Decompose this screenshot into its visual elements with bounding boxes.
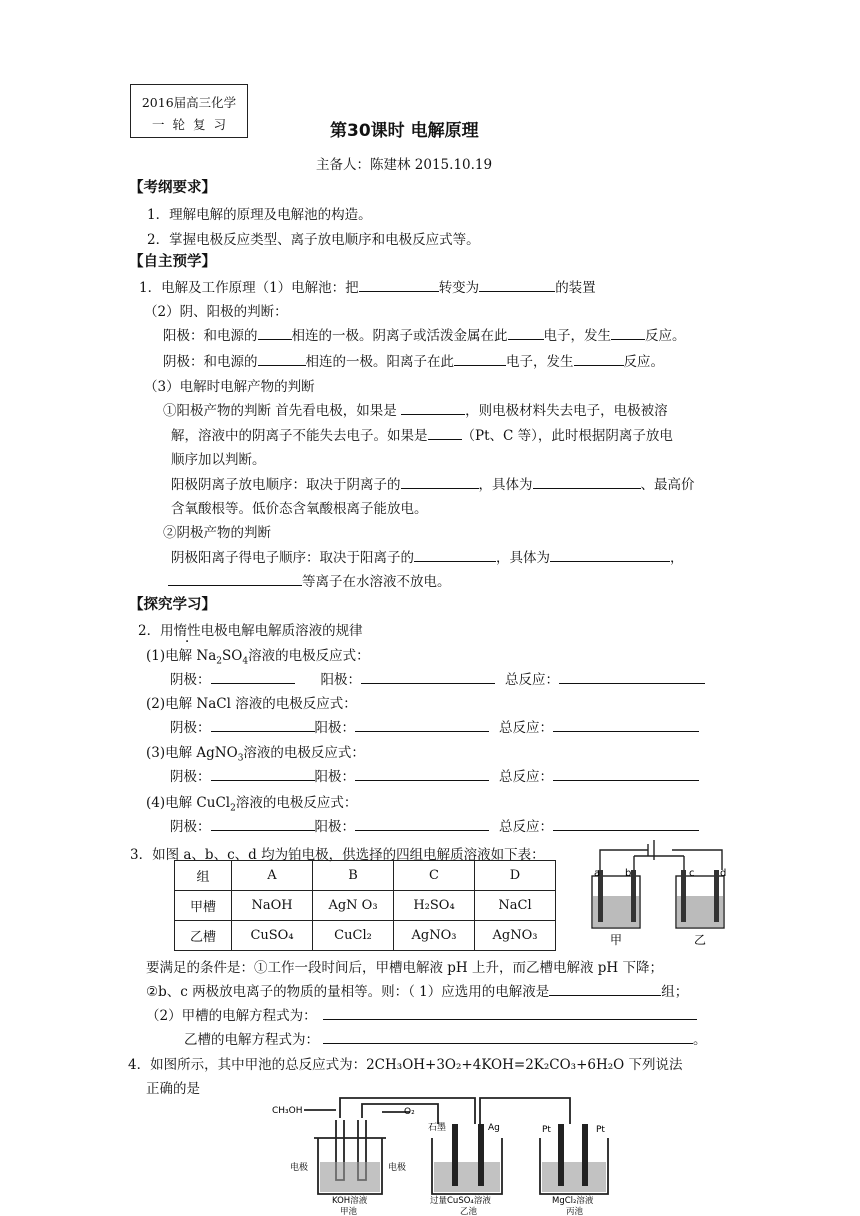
blank [401,400,465,415]
table-cell: AgNO₃ [475,921,556,951]
cuso4-solution-label: 过量CuSO₄溶液 [430,1196,491,1206]
condition-line-1: 要满足的条件是：①工作一段时间后，甲槽电解液 pH 上升，而乙槽电解液 pH 下降； [146,960,663,976]
o2-label: O₂ [404,1107,415,1117]
table-cell: B [313,861,394,891]
table-cell: C [394,861,475,891]
blank [355,717,489,732]
blank [168,571,302,586]
electrode-reaction-row: 阴极： 阳极： 总反应： [170,716,699,736]
anode-product-line-3: 顺序加以判断。 [171,452,266,468]
blank [479,277,555,292]
anode-product-line-2: 解，溶液中的阴离子不能失去电子。如果是 （Pt、C 等），此时根据阴离子放电 [171,424,673,444]
question-3: 3．如图 a、b、c、d 均为铂电极，供选择的四组电解质溶液如下表： [130,847,545,863]
cation-order-line-2: 等离子在水溶液不放电。 [168,570,451,590]
table-cell: AgNO₃ [394,921,475,951]
blank [401,474,479,489]
blank [211,717,315,732]
blank [355,816,489,831]
equation-line-1: （2）甲槽的电解方程式为： [146,1004,697,1024]
table-row [175,921,556,951]
electrode-left-label: 电极 [290,1163,309,1173]
blank [355,766,489,781]
question-4-line-2: 正确的是 [146,1081,200,1097]
cell-yi-label: 乙 [694,933,707,947]
blank [454,351,506,366]
equation-line-2: 乙槽的电解方程式为： 。 [184,1028,707,1048]
blank [211,669,295,684]
preview-line-2: （2）阴、阳极的判断： [144,304,288,320]
sub-question-title: (2)电解 NaCl 溶液的电极反应式： [146,696,357,712]
preview-line-3: （3）电解时电解产物的判断 [144,379,315,395]
section-heading-explore: 【探究学习】 [129,597,216,613]
anion-order-line-2: 含氧酸根等。低价态含氧酸根离子能放电。 [171,501,428,517]
table-cell: NaOH [232,891,313,921]
pt-right-label: Pt [596,1125,605,1135]
three-cell-apparatus-figure [270,1090,630,1216]
blank [549,981,661,996]
electrolysis-cells-figure [578,836,738,950]
electrode-right-label: 电极 [388,1163,407,1173]
section-heading-requirements: 【考纲要求】 [129,180,216,196]
table-cell: CuSO₄ [232,921,313,951]
table-cell: H₂SO₄ [394,891,475,921]
blank [574,351,624,366]
blank [559,669,705,684]
pt-left-label: Pt [542,1125,551,1135]
electrode-b-label: b [625,868,632,879]
blank [553,816,699,831]
course-tag-box [130,84,248,138]
page-title: 第30课时 电解原理 [330,121,479,141]
cell-bing-label: 丙池 [566,1207,584,1216]
blank [428,425,462,440]
blank [550,547,670,562]
table-cell: CuCl₂ [313,921,394,951]
electrolyte-table [174,860,556,951]
section-heading-preview: 【自主预学】 [129,254,216,270]
cell-jia-label: 甲 [610,933,623,947]
anion-order-line: 阳极阴离子放电顺序：取决于阴离子的 ，具体为 、最高价 [171,473,695,493]
cathode-line: 阴极：和电源的 相连的一极。阳离子在此 电子，发生 反应。 [163,350,664,370]
sub-question-title: (1)电解 $Na_2SO_4$溶液的电极反应式： [146,648,370,667]
author-line: 主备人：陈建林 2015.10.19 [316,157,493,173]
course-tag-line2: 一 轮 复 习 [152,117,226,132]
question-4-line-1: 4．如图所示，其中甲池的总反应式为：2CH₃OH+3O₂+4KOH=2K₂CO₃+6H₂O 下列说法 [128,1057,683,1073]
cell-yi-label: 乙池 [460,1207,478,1216]
blank [359,277,439,292]
blank [414,547,496,562]
table-cell: NaCl [475,891,556,921]
electrode-a-label: a [594,868,601,879]
table-cell: A [232,861,313,891]
anode-product-line-1: ①阳极产物的判断 首先看电极，如果是 ，则电极材料失去电子，电极被溶 [163,399,668,419]
ch3oh-label: CH₃OH [272,1106,303,1116]
blank [508,325,544,340]
electrode-d-label: d [720,868,727,879]
condition-line-2: ②b、c 两极放电离子的物质的量相等。则：（ 1）应选用的电解液是 组； [146,980,688,1000]
blank [553,717,699,732]
table-cell: AgN O₃ [313,891,394,921]
blank [611,325,645,340]
blank [533,474,641,489]
blank [211,816,315,831]
course-tag-line1: 2016届高三化学 [141,95,237,110]
sub-question-title: (4)电解 CuCl$_2$溶液的电极反应式： [146,795,358,814]
blank [553,766,699,781]
blank [258,351,306,366]
electrode-c-label: c [689,868,695,879]
table-row [175,861,556,891]
blank [258,325,292,340]
ag-label: Ag [488,1123,500,1133]
mgcl2-solution-label: MgCl₂溶液 [552,1196,594,1206]
electrode-reaction-row: 阴极： 阳极： 总反应： [170,765,699,785]
table-row [175,891,556,921]
sub-question-title: (3)电解 AgNO$_3$溶液的电极反应式： [146,745,365,764]
electrode-reaction-row: 阴极： 阳极： 总反应： [170,668,705,688]
requirement-item: 2．掌握电极反应类型、离子放电顺序和电极反应式等。 [147,232,480,248]
blank [361,669,495,684]
cathode-product-heading: ②阴极产物的判断 [163,525,271,541]
cell-jia-label: 甲池 [340,1207,358,1216]
table-cell: 组 [175,861,232,891]
cation-order-line: 阴极阳离子得电子顺序：取决于阳离子的 ，具体为 ， [171,546,684,566]
electrode-reaction-row: 阴极： 阳极： 总反应： [170,815,699,835]
blank [323,1029,693,1044]
koh-solution-label: KOH溶液 [332,1196,368,1206]
graphite-label: 石墨 [428,1123,447,1133]
blank [323,1005,697,1020]
preview-line-1: 1．电解及工作原理（1）电解池：把 转变为 的装置 [139,276,596,296]
question-2: 2．用惰性电极电解电解质溶液的规律 [138,623,363,639]
table-cell: D [475,861,556,891]
requirement-item: 1．理解电解的原理及电解池的构造。 [147,207,372,223]
blank [211,766,315,781]
table-cell: 乙槽 [175,921,232,951]
anode-line: 阳极：和电源的 相连的一极。阴离子或活泼金属在此 电子，发生 反应。 [163,324,686,344]
table-cell: 甲槽 [175,891,232,921]
